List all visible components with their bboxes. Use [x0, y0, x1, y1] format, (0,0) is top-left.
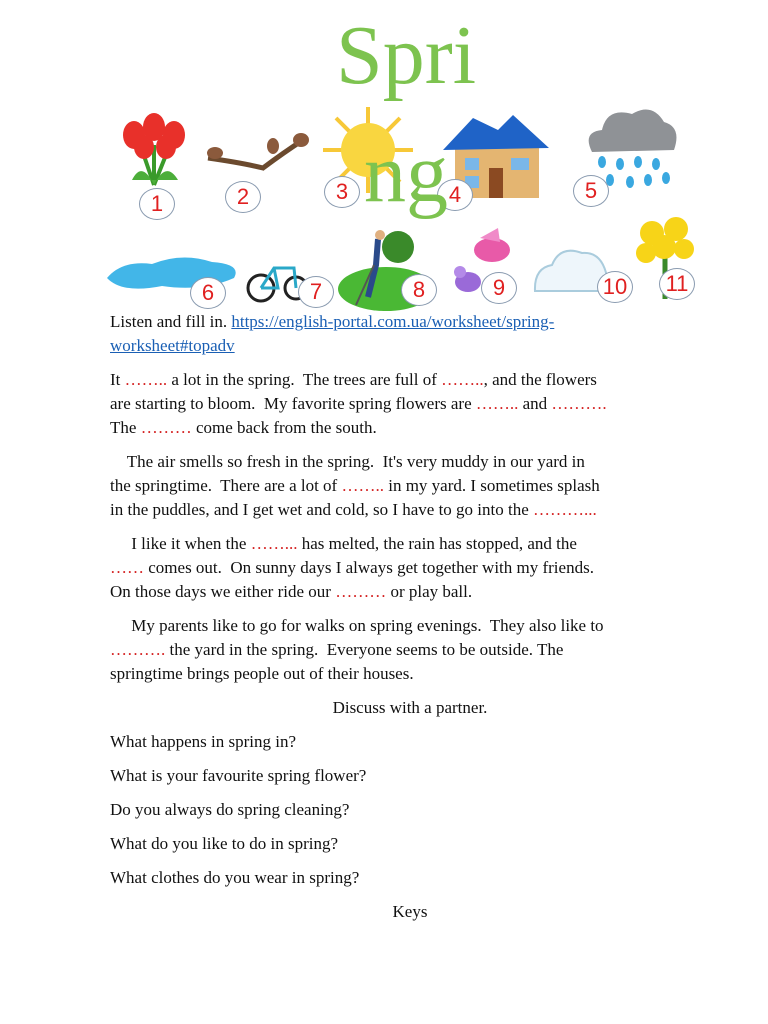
buds-icon	[203, 128, 313, 178]
question-2: What is your favourite spring flower?	[110, 766, 367, 785]
paragraph-line	[110, 498, 710, 522]
paragraph-line	[110, 662, 710, 686]
question-1: What happens in spring in?	[110, 732, 297, 751]
paragraph-1	[110, 368, 710, 440]
text-segment: I like it when the	[110, 534, 251, 553]
paragraph-2	[110, 450, 710, 522]
picture-number-3: 3	[324, 176, 360, 208]
paragraph-line	[110, 450, 710, 474]
worksheet-link[interactable]: https://english-portal.com.ua/worksheet/spring-	[231, 312, 555, 331]
text-segment: a lot in the spring. The trees are full of	[167, 370, 442, 389]
fill-in-blank: ……..	[475, 394, 523, 413]
text-segment: come back from the south.	[191, 418, 377, 437]
picture-number-9: 9	[481, 272, 517, 304]
instruction-text: Listen and fill in.	[110, 312, 232, 331]
paragraph-line	[110, 416, 710, 440]
title-part-2: ng	[364, 127, 448, 220]
worksheet-link-continued[interactable]: worksheet#topadv	[110, 336, 235, 355]
question-5: What clothes do you wear in spring?	[110, 868, 360, 887]
text-segment: and	[522, 394, 552, 413]
text-segment: comes out. On sunny days I always get together with my friends.	[144, 558, 594, 577]
fill-in-blank: ……..	[441, 370, 484, 389]
paragraph-line	[110, 532, 710, 556]
text-segment: My parents like to go for walks on spring evenings. They also like to	[110, 616, 604, 635]
paragraph-line	[110, 392, 710, 416]
tulips-icon	[112, 105, 197, 190]
text-segment: The	[110, 418, 141, 437]
text-segment: in my yard. I sometimes splash	[383, 476, 600, 495]
text-segment: or play ball.	[386, 582, 473, 601]
keys-heading: Keys	[392, 902, 428, 921]
text-segment: are starting to bloom. My favorite spring flowers are	[110, 394, 476, 413]
text-segment: On those days we either ride our	[110, 582, 336, 601]
paragraph-4	[110, 614, 710, 686]
picture-number-2: 2	[225, 181, 261, 213]
text-segment: has melted, the rain has stopped, and the	[297, 534, 577, 553]
picture-number-11: 11	[659, 268, 695, 300]
picture-number-7: 7	[298, 276, 334, 308]
paragraph-line	[110, 368, 710, 392]
text-segment: springtime brings people out of their houses.	[110, 664, 414, 683]
picture-number-8: 8	[401, 274, 437, 306]
fill-in-blank: ……….	[110, 640, 166, 659]
fill-in-blank: ………	[335, 582, 387, 601]
picture-number-10: 10	[597, 271, 633, 303]
fill-in-blank: ……	[110, 558, 144, 577]
fill-in-blank: ……….	[551, 394, 607, 413]
text-segment: the springtime. There are a lot of	[110, 476, 342, 495]
paragraph-line	[110, 580, 710, 604]
question-4: What do you like to do in spring?	[110, 834, 339, 853]
paragraph-line	[110, 638, 710, 662]
text-segment: in the puddles, and I get wet and cold, so I have to go into the	[110, 500, 534, 519]
text-segment: the yard in the spring. Everyone seems to be outside. The	[165, 640, 564, 659]
discuss-heading: Discuss with a partner.	[332, 698, 488, 717]
picture-number-4: 4	[437, 179, 473, 211]
text-segment: It	[110, 370, 125, 389]
fill-in-blank: ………...	[533, 500, 597, 519]
fill-in-blank: ……...	[250, 534, 298, 553]
paragraph-line	[110, 474, 710, 498]
paragraph-line	[110, 556, 710, 580]
fill-in-blank: ……..	[341, 476, 384, 495]
fill-in-blank: ………	[140, 418, 192, 437]
paragraph-3	[110, 532, 710, 604]
picture-number-6: 6	[190, 277, 226, 309]
title-part-1: Spri	[336, 9, 477, 102]
fill-in-blank: ……..	[124, 370, 168, 389]
question-3: Do you always do spring cleaning?	[110, 800, 350, 819]
instruction	[110, 310, 710, 358]
picture-number-5: 5	[573, 175, 609, 207]
picture-number-1: 1	[139, 188, 175, 220]
paragraph-line	[110, 614, 710, 638]
text-segment: The air smells so fresh in the spring. It's very muddy in our yard in	[110, 452, 585, 471]
text-segment: , and the flowers	[483, 370, 597, 389]
